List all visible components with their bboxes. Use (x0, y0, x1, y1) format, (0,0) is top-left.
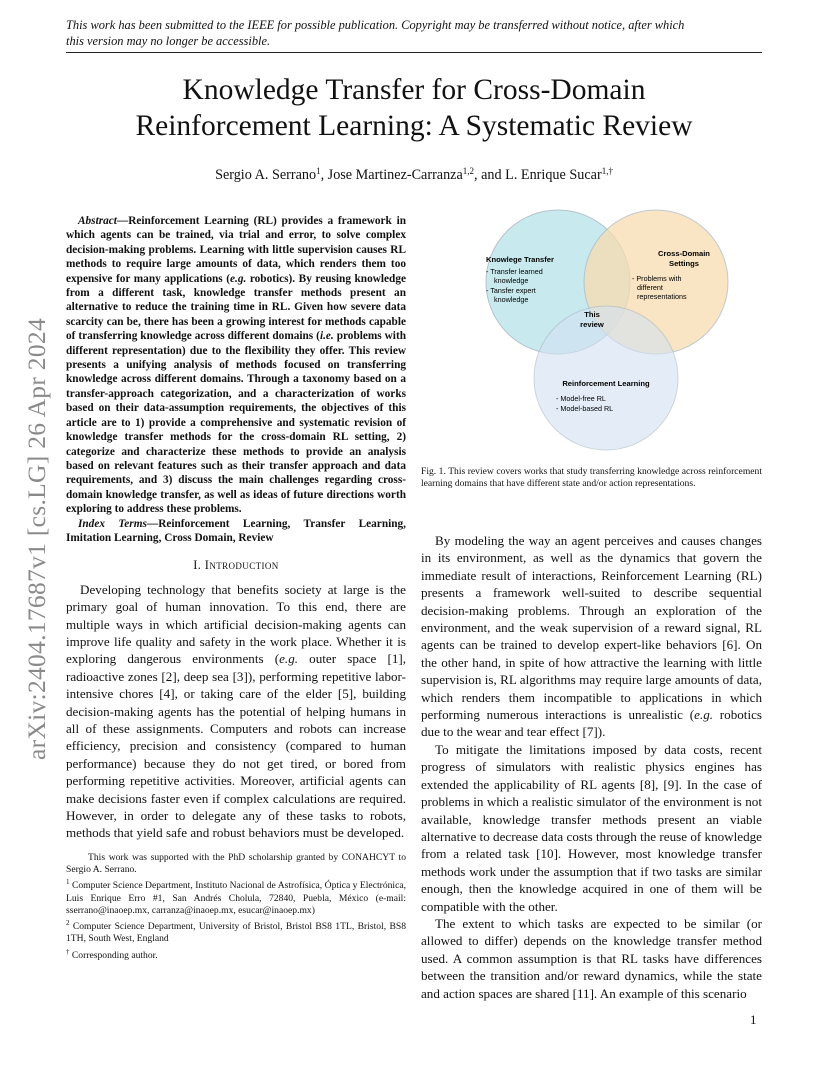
intro-right-paragraph-2: To mitigate the limitations imposed by data costs, recent progress of simulators with realistic physics engines has extended the applicability of RL agents [8], [9]. In the case of problems in which a realistic simulator of the environment is not available, knowledge transfer methods present an viable alternative to decrease data costs through the reuse of knowledge from a related task [10]. However, most knowledge transfer methods work under the assumption that if two tasks are similar enough, then the knowledge acquired in one of them will be compatible with the other. (421, 741, 762, 914)
author-2-affil: 1,2 (462, 166, 475, 176)
intro-p1-eg: e.g. (279, 651, 299, 667)
abstract-eg: e.g. (229, 272, 247, 285)
figure-caption: Fig. 1. This review covers works that study transferring knowledge across reinforcement learning domains that have different state and/or action representations. (421, 466, 762, 490)
abstract (66, 214, 406, 517)
author-1-affil: 1 (316, 166, 321, 176)
index-terms (66, 517, 406, 546)
paper-title (60, 72, 768, 144)
author-3: , and L. Enrique Sucar (474, 167, 602, 183)
footnote-funding: This work was supported with the PhD scholarship granted by CONAHCYT to Sergio A. Serrano. (66, 851, 406, 876)
author-1: Sergio A. Serrano (215, 167, 317, 183)
venn-left-item-1b: knowledge (494, 276, 529, 285)
intro-right-paragraph-3: The extent to which tasks are expected to be similar (or allowed to differ) depends on the knowledge transfer method used. A common assumption is that RL tasks have differences between the transition and/or reward dynamics, while the state and action spaces are shared [11]. An example of this scenario (421, 915, 762, 1001)
venn-figure (470, 208, 750, 458)
venn-left-item-2b: knowledge (494, 295, 529, 304)
footnote-3-mark: † (66, 947, 70, 956)
intro-p1-part-b: outer space [1], radioactive zones [2], deep sea [3]), performing repetitive labor-intensive chores [4], or taking care of the elder [5], building decision-making agents has the potential of helping humans in all of these assignments. Computers and robots can increase efficiency, precision and consistency (compared to human performance) because they do not get tired, or bored from performing repetitive activities. Moreover, artificial agents can make decisions faster even if complex calculations are required. However, in order to delegate any of these tasks to robots, methods that yield safe and robust behaviors must be developed. (66, 651, 407, 841)
venn-circle-reinforcement-learning (534, 306, 678, 450)
venn-diagram (470, 208, 750, 458)
left-column (66, 214, 406, 962)
title-line-2: Reinforcement Learning: A Systematic Review (135, 110, 693, 142)
author-2: , Jose Martinez-Carranza (320, 167, 463, 183)
abstract-text-3: problems with different representation) due to the flexibility they offer. This review presents a unifying analysis of methods focused on transferring knowledge across different domains. Through a taxonomy based on a transfer-approach categorization, and a characterization of works based on their data-assumption requirements, the objectives of this article are to 1) provide a comprehensive and systematic revision of knowledge transfer methods for the cross-domain RL setting, 2) categorize and characterize these methods to provide an analysis based on relevant features such as their transfer approach and data requirements, and 3) discuss the main challenges regarding cross-domain knowledge transfer, as well as ideas of future directions worth exploring to address these problems. (66, 330, 406, 516)
intro-right-paragraph-1 (421, 532, 762, 741)
footnote-1-text: Computer Science Department, Instituto Nacional de Astrofísica, Óptica y Electrónica, Luis Enrique Erro #1, San Andrés Cholula, 72840, Puebla, México (e-mail: sserrano@inaoep.mx, carranza@inaoep.mx, esucar@inaoep.mx) (66, 880, 406, 916)
intro-right-p1b: robotics due to the wear and tear effect [7]). (421, 707, 762, 740)
index-terms-lead: Index Terms (78, 517, 147, 530)
header-rule (66, 52, 762, 53)
venn-right-title-a: Cross-Domain (658, 249, 710, 258)
arxiv-watermark: arXiv:2404.17687v1 [cs.LG] 26 Apr 2024 (22, 317, 51, 760)
venn-right-item-1a: - Problems with (632, 274, 682, 283)
intro-p1-part-a: Developing technology that benefits society at large is the primary goal of human innovation. To this end, there are multiple ways in which artificial decision-making agents can improve life quality and safety in the work place. Whether it is exploring dangerous environments ( (66, 581, 406, 667)
intro-right-p1: By modeling the way an agent perceives and causes changes in its environment, as well as the dynamics that govern the immediate result of interactions, Reinforcement Learning (RL) presents a framework well-suited to describe sequential decision-making problems. Through an exploration of the environment, and the weak supervision of a reward signal, RL agents can be trained to develop expert-like behaviors [6]. On the other hand, in spite of how attractive the learning with little supervision is, RL algorithms may require large amounts of data, which renders them incompatible to applications in which performing numerous interactions is unrealistic ( (421, 533, 762, 723)
abstract-lead: Abstract (78, 215, 117, 227)
venn-left-title: Knowlege Transfer (486, 255, 554, 264)
abstract-ie: i.e. (319, 330, 334, 343)
venn-right-title-b: Settings (669, 259, 699, 268)
page-number: 1 (750, 1012, 757, 1027)
venn-bottom-title: Reinforcement Learning (562, 379, 650, 388)
index-terms-text: —Reinforcement Learning, Transfer Learning, Imitation Learning, Cross Domain, Review (66, 517, 406, 544)
abstract-text-2: robotics). By reusing knowledge from a different task, knowledge transfer methods present an alternative to reduce the training time in RL. Given how severe data scarcity can be, there has been a growing interest for methods capable of transferring knowledge across different domains ( (66, 272, 406, 343)
footnote-corresponding (66, 946, 406, 962)
venn-center-b: review (580, 320, 604, 329)
author-3-affil: 1,† (601, 166, 613, 176)
abstract-text: —Reinforcement Learning (RL) provides a framework in which agents can be trained, via trial and error, to solve complex decision-making problems. Learning with little supervision causes RL methods to require large amounts of data, which renders them too expensive for many applications ( (66, 215, 406, 285)
footnote-affil-1 (66, 876, 406, 917)
section-heading-introduction: I. Introduction (193, 558, 279, 573)
notice-line-1: This work has been submitted to the IEEE for possible publication. Copyright may be transferred without notice, after which (66, 18, 685, 32)
footnote-1-mark: 1 (66, 878, 70, 887)
notice-line-2: this version may no longer be accessible. (66, 33, 271, 48)
footnote-2-text: Computer Science Department, University of Bristol, Bristol BS8 1TL, Bristol, BS8 1TH, South West, England (66, 921, 406, 945)
venn-bottom-item-2: - Model-based RL (556, 404, 614, 413)
author-list (60, 162, 768, 184)
copyright-notice (66, 18, 766, 49)
intro-paragraph-1 (66, 581, 406, 842)
right-column (421, 532, 762, 1002)
venn-left-item-1a: - Transfer learned (486, 267, 543, 276)
footnote-affil-2 (66, 917, 406, 946)
venn-bottom-item-1: - Model-free RL (556, 394, 606, 403)
venn-left-item-2a: - Tansfer expert (486, 286, 536, 295)
venn-right-item-1c: representations (637, 292, 687, 301)
title-line-1: Knowledge Transfer for Cross-Domain (182, 74, 646, 106)
venn-center-a: This (584, 310, 600, 319)
intro-right-eg: e.g. (694, 707, 714, 723)
venn-right-item-1b: different (637, 283, 663, 292)
footnote-3-text: Corresponding author. (69, 949, 158, 961)
footnote-2-mark: 2 (66, 919, 70, 928)
footnotes (66, 852, 406, 962)
